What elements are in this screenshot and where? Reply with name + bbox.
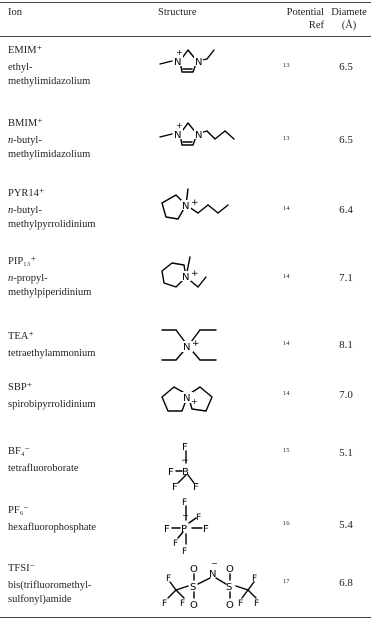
- svg-text:−: −: [211, 559, 218, 568]
- svg-text:F: F: [182, 547, 188, 557]
- ion-name-line2: methylimidazolium: [8, 149, 91, 160]
- ion-name: [8, 134, 148, 162]
- svg-text:N: N: [183, 393, 191, 404]
- svg-text:F: F: [203, 524, 209, 535]
- svg-text:N: N: [195, 130, 203, 141]
- diameter-value: 5.4: [339, 519, 353, 531]
- svg-text:O: O: [226, 600, 234, 611]
- ion-abbreviation: PYR14⁺: [8, 188, 45, 199]
- ion-name: [8, 61, 148, 89]
- header-ion: Ion: [8, 7, 22, 18]
- pip13-structure: [158, 251, 258, 301]
- svg-text:F: F: [173, 539, 179, 549]
- ion-name: [8, 204, 148, 232]
- svg-text:+: +: [176, 121, 183, 130]
- potential-ref: 16: [283, 520, 290, 527]
- diameter-value: 6.4: [339, 204, 353, 216]
- svg-text:F: F: [180, 599, 186, 609]
- svg-text:−: −: [182, 511, 189, 520]
- header-diameter: [327, 6, 371, 32]
- header-diameter-line1: Diamete: [331, 7, 367, 18]
- ion-name-line1: n-propyl-: [8, 273, 48, 284]
- header-potential-line1: Potential: [286, 7, 324, 18]
- svg-text:P: P: [181, 524, 188, 535]
- ion-name-line2: methylpiperidinium: [8, 287, 92, 298]
- bmim-structure: [158, 113, 258, 163]
- svg-text:+: +: [191, 397, 198, 406]
- header-diameter-line2: (Å): [341, 20, 357, 31]
- sbp-structure: [158, 377, 258, 427]
- tea-structure: [158, 326, 258, 376]
- svg-text:F: F: [252, 574, 258, 584]
- svg-text:O: O: [190, 564, 198, 575]
- ion-abbreviation: PF₆⁻: [8, 505, 29, 516]
- ion-name: [8, 579, 148, 607]
- diameter-value: 5.1: [339, 447, 353, 459]
- ion-name-line1: tetrafluoroborate: [8, 463, 79, 474]
- ion-name-line1: bis(trifluoromethyl-: [8, 580, 92, 591]
- table-top-rule: [0, 2, 371, 3]
- svg-text:+: +: [191, 269, 199, 279]
- svg-text:F: F: [196, 513, 202, 523]
- potential-ref: 17: [283, 578, 290, 585]
- svg-text:N: N: [174, 57, 182, 68]
- ion-name-line1: hexafluorophosphate: [8, 522, 97, 533]
- ion-name-line1: spirobipyrrolidinium: [8, 399, 96, 410]
- potential-ref: 14: [283, 273, 290, 280]
- svg-text:N: N: [183, 342, 191, 353]
- svg-text:F: F: [164, 524, 170, 535]
- ion-name: [8, 398, 148, 412]
- svg-text:N: N: [182, 272, 190, 283]
- pf6-structure: [158, 500, 258, 560]
- header-potential-line2: Ref: [308, 20, 324, 31]
- svg-text:F: F: [238, 599, 244, 609]
- ion-name: [8, 521, 148, 535]
- svg-text:F: F: [162, 599, 168, 609]
- bf4-structure: [158, 441, 258, 501]
- diameter-value: 8.1: [339, 339, 353, 351]
- ion-name: [8, 462, 148, 476]
- ion-name: [8, 272, 148, 300]
- potential-ref: 14: [283, 205, 290, 212]
- header-potential: [264, 6, 324, 32]
- svg-text:+: +: [176, 48, 183, 57]
- svg-text:F: F: [254, 599, 260, 609]
- table-header-rule: [0, 36, 371, 37]
- ion-name-line1: tetraethylammonium: [8, 348, 96, 359]
- svg-text:F: F: [182, 498, 188, 508]
- table-bottom-rule: [0, 617, 371, 618]
- diameter-value: 6.8: [339, 577, 353, 589]
- svg-text:N: N: [209, 569, 217, 580]
- n-prefix: n: [8, 205, 14, 216]
- ion-abbreviation: EMIM⁺: [8, 45, 43, 56]
- diameter-value: 6.5: [339, 134, 353, 146]
- ion-abbreviation: SBP⁺: [8, 382, 33, 393]
- potential-ref: 14: [283, 340, 290, 347]
- ion-name-line2: methylpyrrolidinium: [8, 219, 96, 230]
- ion-name-line2: methylimidazolium: [8, 76, 91, 87]
- ion-abbreviation: BMIM⁺: [8, 118, 43, 129]
- svg-text:F: F: [168, 467, 174, 478]
- svg-text:F: F: [182, 442, 188, 453]
- tfsi-structure: [158, 558, 268, 614]
- ion-name-line1: ethyl-: [8, 62, 33, 73]
- potential-ref: 13: [283, 135, 290, 142]
- ion-abbreviation: TFSI⁻: [8, 563, 36, 574]
- potential-ref: 15: [283, 447, 290, 454]
- ion-name-line1: n-butyl-: [8, 205, 42, 216]
- svg-text:N: N: [195, 57, 203, 68]
- svg-text:+: +: [192, 339, 200, 349]
- pyr14-structure: [158, 183, 258, 233]
- svg-text:−: −: [181, 456, 189, 466]
- ion-abbreviation: PIP₁₃⁺: [8, 256, 37, 267]
- svg-text:B: B: [182, 467, 189, 478]
- svg-text:F: F: [193, 482, 199, 493]
- diameter-value: 7.1: [339, 272, 353, 284]
- svg-text:O: O: [190, 600, 198, 611]
- n-prefix: n: [8, 135, 14, 146]
- ion-name: [8, 347, 148, 361]
- ion-name-line1: n-butyl-: [8, 135, 42, 146]
- emim-structure: [158, 40, 258, 90]
- svg-text:S: S: [226, 582, 233, 593]
- svg-text:+: +: [191, 198, 199, 208]
- diameter-value: 6.5: [339, 61, 353, 73]
- svg-text:O: O: [226, 564, 234, 575]
- header-structure: Structure: [158, 7, 197, 18]
- svg-text:F: F: [166, 574, 172, 584]
- potential-ref: 14: [283, 390, 290, 397]
- svg-text:S: S: [190, 582, 197, 593]
- svg-text:F: F: [172, 482, 178, 493]
- svg-text:N: N: [182, 201, 190, 212]
- ion-name-line2: sulfonyl)amide: [8, 594, 72, 605]
- potential-ref: 13: [283, 62, 290, 69]
- n-prefix: n: [8, 273, 14, 284]
- diameter-value: 7.0: [339, 389, 353, 401]
- svg-text:N: N: [174, 130, 182, 141]
- ion-abbreviation: BF₄⁻: [8, 446, 31, 457]
- ion-abbreviation: TEA⁺: [8, 331, 34, 342]
